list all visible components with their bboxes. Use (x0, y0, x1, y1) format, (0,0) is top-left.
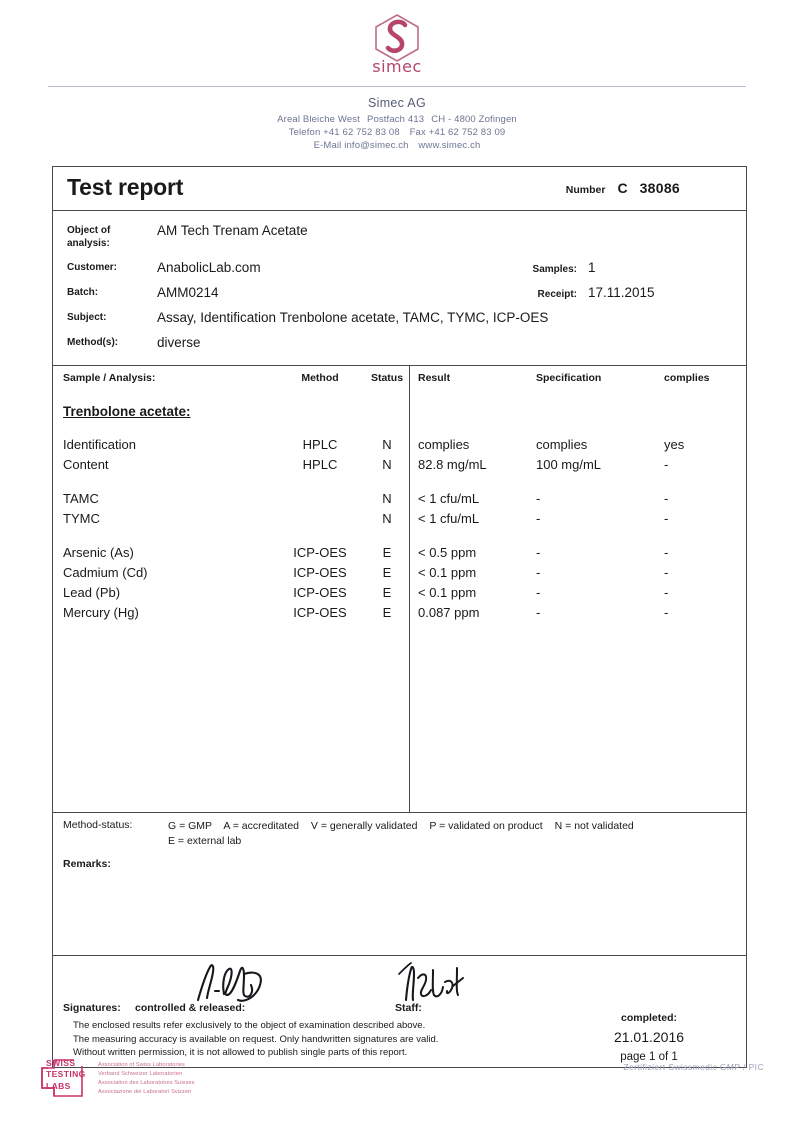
cell-sample: TAMC (63, 491, 99, 506)
methods-label: Method(s): (67, 337, 119, 348)
page-footer (0, 1054, 794, 1114)
cell-sample: TYMC (63, 511, 100, 526)
header-result: Result (418, 372, 451, 384)
disclaimer-line-3: Without written permission, it is not allowed to publish single parts of this report. (73, 1047, 408, 1059)
results-table-header (53, 366, 746, 387)
cell-status: N (382, 437, 392, 452)
cell-result: < 1 cfu/mL (418, 491, 480, 506)
signature-zone (53, 956, 746, 1066)
certification-note: Zertifiziert Swissmedic GMP / PIC (623, 1062, 764, 1072)
phone-value: +41 62 752 83 08 (323, 127, 400, 139)
samples-value: 1 (588, 260, 596, 275)
cell-result: < 0.1 ppm (418, 565, 477, 580)
object-of-analysis-label (67, 223, 157, 250)
header-sample-analysis: Sample / Analysis: (63, 372, 156, 384)
cell-method: HPLC (302, 437, 338, 452)
cell-complies: yes (664, 437, 685, 452)
completed-date: 21.01.2016 (613, 1028, 685, 1045)
cell-status: N (382, 491, 392, 506)
cell-complies: - (664, 457, 669, 472)
association-de: Verband Schweizer Laboratorien (98, 1071, 183, 1078)
signature-controlled-released-icon (188, 958, 278, 1004)
cell-sample: Mercury (Hg) (63, 605, 139, 620)
simec-hexagon-s-icon (369, 12, 425, 62)
association-names (98, 1058, 195, 1097)
swiss-testing-labs-wordmark (46, 1058, 86, 1092)
simec-wordmark: simec (372, 57, 422, 76)
cell-complies: - (664, 545, 669, 560)
meta-row-subject (53, 305, 746, 330)
legend-g: G = GMP (168, 820, 213, 832)
disclaimer-line-2: The measuring accuracy is available on request. Only handwritten signatures are valid. (73, 1033, 439, 1045)
company-address (0, 113, 794, 152)
method-status-label: Method-status: (63, 819, 133, 831)
controlled-released-label: controlled & released: (135, 1002, 246, 1015)
customer-label: Customer: (67, 262, 118, 273)
legend-e: E = external lab (168, 835, 242, 848)
report-title-row (53, 167, 746, 211)
report-meta (53, 211, 746, 366)
method-status-body (168, 819, 634, 849)
report-number (566, 180, 732, 196)
cell-status: E (382, 545, 392, 560)
cell-result: complies (418, 437, 470, 452)
table-row (53, 511, 746, 531)
cell-complies: - (664, 605, 669, 620)
header-status: Status (370, 372, 404, 384)
legend-v: V = generally validated (310, 820, 418, 832)
address-street: Areal Bleiche West (277, 114, 360, 125)
cell-specification: - (536, 511, 541, 526)
report-number-label: Number (565, 183, 606, 196)
contact-email-line (0, 139, 794, 152)
object-label-line2: analysis: (67, 237, 110, 249)
receipt-label: Receipt: (537, 289, 577, 300)
batch-value: AMM0214 (157, 285, 219, 300)
table-row (53, 545, 746, 565)
cell-complies: - (664, 585, 669, 600)
disclaimer-line-1: The enclosed results refer exclusively to the object of examination described above. (73, 1020, 426, 1032)
letterhead (0, 0, 794, 152)
header-method: Method (301, 372, 339, 384)
contact-phone-line (0, 126, 794, 139)
association-fr: Association des Laboratoires Suisses (98, 1080, 195, 1087)
table-row (53, 565, 746, 585)
cell-status: E (382, 605, 392, 620)
cell-complies: - (664, 511, 669, 526)
samples-field (517, 260, 732, 275)
cell-result: 82.8 mg/mL (418, 457, 487, 472)
letterhead-divider (48, 86, 746, 87)
results-table (53, 366, 746, 813)
page-indicator: page 1 of 1 (620, 1050, 678, 1063)
stl-word-labs: LABS (46, 1080, 71, 1091)
results-vertical-divider (409, 366, 410, 812)
remarks-area[interactable] (63, 870, 736, 948)
header-specification: Specification (536, 372, 602, 384)
association-it: Associazione dei Laboratori Svizzeri (98, 1089, 192, 1096)
cell-complies: - (664, 565, 669, 580)
cell-sample: Content (63, 457, 109, 472)
swiss-testing-labs-logo (38, 1058, 195, 1098)
cell-specification: - (536, 491, 541, 506)
batch-label: Batch: (67, 287, 99, 298)
cell-status: E (382, 585, 392, 600)
receipt-value: 17.11.2015 (588, 285, 655, 300)
report-number-value: 38086 (639, 179, 680, 196)
header-complies: complies (664, 372, 710, 384)
signatures-label: Signatures: (63, 1002, 121, 1015)
page-title: Test report (67, 174, 184, 200)
cell-sample: Identification (63, 437, 136, 452)
cell-specification: - (536, 565, 541, 580)
cell-method: ICP-OES (293, 565, 347, 580)
results-rows-host (53, 437, 746, 625)
signature-inks (63, 956, 736, 1002)
fax-value: +41 62 752 83 09 (428, 127, 506, 139)
legend-a: A = accreditated (223, 820, 299, 832)
methods-value: diverse (157, 335, 201, 350)
cell-method: ICP-OES (293, 605, 347, 620)
receipt-field (517, 285, 732, 300)
customer-value: AnabolicLab.com (157, 260, 261, 275)
cell-result: 0.087 ppm (418, 605, 480, 620)
subject-label: Subject: (67, 312, 107, 323)
meta-row-object (53, 218, 746, 255)
remarks-label: Remarks: (63, 858, 111, 871)
address-city: CH - 4800 Zofingen (431, 114, 517, 125)
method-status-row1 (168, 819, 634, 834)
address-pobox: Postfach 413 (366, 114, 425, 125)
meta-row-customer (53, 255, 746, 280)
cell-result: < 0.1 ppm (418, 585, 477, 600)
website-value[interactable]: www.simec.ch (418, 140, 481, 152)
cell-result: < 0.5 ppm (418, 545, 477, 560)
legend-p: P = validated on product (429, 820, 543, 832)
cell-method: ICP-OES (293, 545, 347, 560)
legend-n: N = not validated (554, 820, 634, 832)
method-status-row2 (168, 834, 634, 849)
table-row (53, 457, 746, 477)
signature-staff-icon (393, 958, 473, 1004)
stl-word-swiss: SWISS (46, 1058, 76, 1068)
email-value[interactable]: info@simec.ch (344, 140, 409, 152)
meta-row-batch (53, 280, 746, 305)
address-line (0, 113, 794, 126)
table-row (53, 437, 746, 457)
cell-method: HPLC (302, 457, 338, 472)
method-status-legend (53, 813, 746, 956)
test-report-frame (52, 166, 747, 1068)
cell-specification: - (536, 605, 541, 620)
cell-status: E (382, 565, 392, 580)
fax-label: Fax (409, 127, 426, 139)
samples-label: Samples: (532, 264, 577, 275)
cell-sample: Lead (Pb) (63, 585, 121, 600)
meta-row-methods (53, 330, 746, 355)
simec-logo (365, 12, 429, 75)
object-of-analysis-value: AM Tech Trenam Acetate (157, 223, 308, 238)
cell-complies: - (664, 491, 669, 506)
completed-label: completed: (620, 1011, 677, 1024)
cell-specification: - (536, 545, 541, 560)
table-row (53, 585, 746, 605)
table-row (53, 491, 746, 511)
cell-status: N (382, 457, 392, 472)
results-row-group (53, 545, 746, 625)
stl-word-testing: TESTING (46, 1069, 86, 1080)
cell-sample: Cadmium (Cd) (63, 565, 148, 580)
method-status-line (63, 819, 736, 849)
object-label-line1: Object of (67, 225, 111, 236)
cell-method: ICP-OES (293, 585, 347, 600)
analyte-section-title: Trenbolone acetate: (63, 404, 191, 419)
results-row-group (53, 437, 746, 477)
company-name: Simec AG (368, 96, 426, 110)
cell-result: < 1 cfu/mL (418, 511, 480, 526)
report-number-prefix: C (617, 179, 628, 196)
email-label: E-Mail (313, 140, 342, 152)
subject-value: Assay, Identification Trenbolone acetate, TAMC, TYMC, ICP-OES (157, 310, 549, 325)
cell-specification: complies (536, 437, 588, 452)
cell-status: N (382, 511, 392, 526)
cell-sample: Arsenic (As) (63, 545, 134, 560)
association-en: Association of Swiss Laboratories (98, 1062, 185, 1068)
cell-specification: 100 mg/mL (536, 457, 602, 472)
cell-specification: - (536, 585, 541, 600)
staff-label: Staff: (395, 1002, 422, 1015)
table-row (53, 605, 746, 625)
results-row-group (53, 491, 746, 531)
phone-label: Telefon (288, 127, 321, 139)
